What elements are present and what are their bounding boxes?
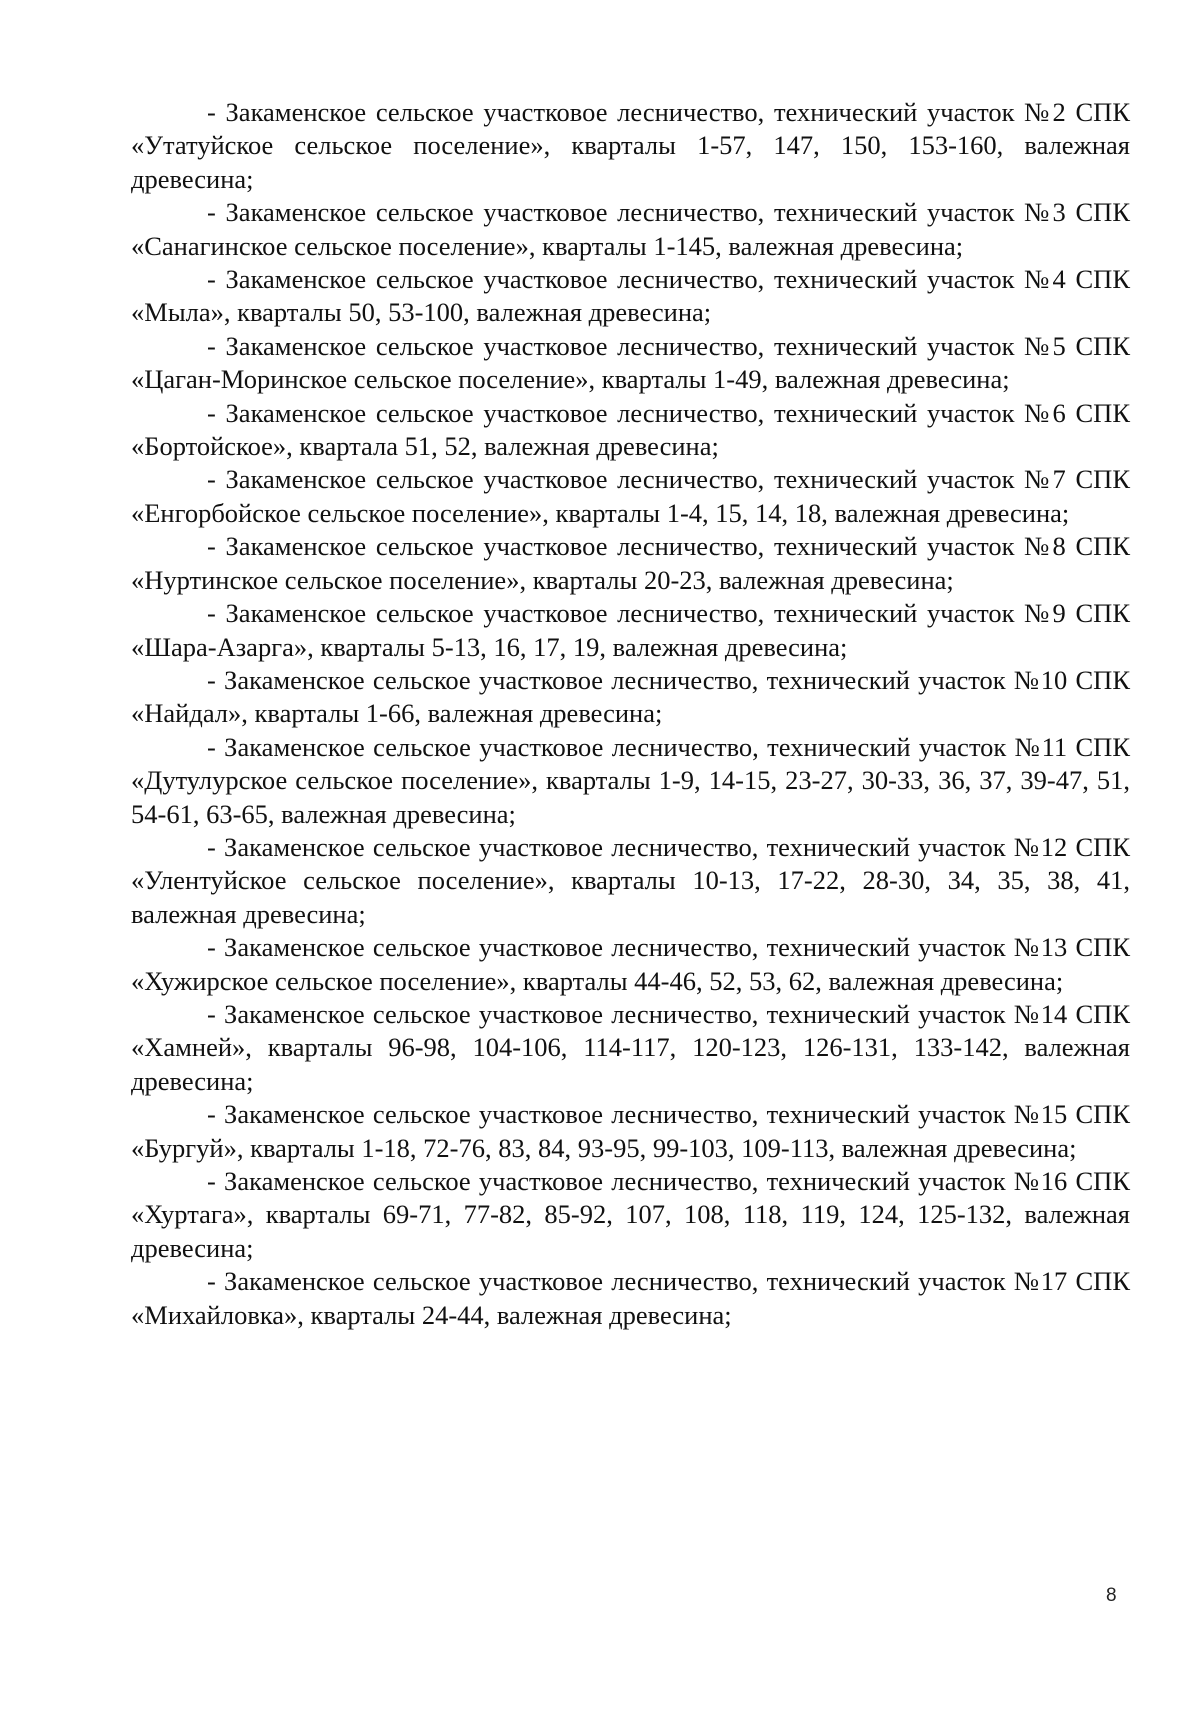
paragraph: - Закаменское сельское участковое лесничество, технический участок №10 СПК «Найдал», кварталы 1-66, валежная древесина; <box>131 664 1130 729</box>
paragraph: - Закаменское сельское участковое лесничество, технический участок №2 СПК «Утатуйское сельское поселение», кварталы 1-57, 147, 150, 153-160, валежная древесина; <box>131 97 1130 194</box>
page-number: 8 <box>1106 1585 1117 1606</box>
paragraph: - Закаменское сельское участковое лесничество, технический участок №9 СПК «Шара-Азарга», кварталы 5-13, 16, 17, 19, валежная древесина; <box>131 598 1130 662</box>
paragraph: - Закаменское сельское участковое лесничество, технический участок №13 СПК «Хужирское сельское поселение», кварталы 44-46, 52, 53, 62, валежная древесина; <box>131 932 1130 996</box>
paragraph: - Закаменское сельское участковое лесничество, технический участок №16 СПК «Хуртага», кварталы 69-71, 77-82, 85-92, 107, 108, 118, 119, 124, 125-132, валежная древесина; <box>131 1166 1130 1263</box>
paragraph: - Закаменское сельское участковое лесничество, технический участок №15 СПК «Бургуй», кварталы 1-18, 72-76, 83, 84, 93-95, 99-103, 109-113, валежная древесина; <box>131 1099 1130 1163</box>
document-body <box>131 96 1130 1332</box>
paragraph: - Закаменское сельское участковое лесничество, технический участок №7 СПК «Енгорбойское сельское поселение», кварталы 1-4, 15, 14, 18, валежная древесина; <box>131 464 1130 528</box>
paragraph: - Закаменское сельское участковое лесничество, технический участок №5 СПК «Цаган-Моринское сельское поселение», кварталы 1-49, валежная древесина; <box>131 330 1130 395</box>
paragraph: - Закаменское сельское участковое лесничество, технический участок №11 СПК «Дутулурское сельское поселение», кварталы 1-9, 14-15, 23-27, 30-33, 36, 37, 39-47, 51, 54-61, 63-65, валежная древесина; <box>131 731 1130 829</box>
paragraph: - Закаменское сельское участковое лесничество, технический участок №6 СПК «Бортойское», квартала 51, 52, валежная древесина; <box>131 397 1130 462</box>
paragraph: - Закаменское сельское участковое лесничество, технический участок №8 СПК «Нуртинское сельское поселение», кварталы 20-23, валежная древесина; <box>131 531 1130 595</box>
paragraph: - Закаменское сельское участковое лесничество, технический участок №17 СПК «Михайловка», кварталы 24-44, валежная древесина; <box>131 1266 1130 1330</box>
paragraph: - Закаменское сельское участковое лесничество, технический участок №3 СПК «Санагинское сельское поселение», кварталы 1-145, валежная древесина; <box>131 197 1130 261</box>
paragraph: - Закаменское сельское участковое лесничество, технический участок №14 СПК «Хамней», кварталы 96-98, 104-106, 114-117, 120-123, 126-131, 133-142, валежная древесина; <box>131 998 1130 1096</box>
paragraph: - Закаменское сельское участковое лесничество, технический участок №12 СПК «Улентуйское сельское поселение», кварталы 10-13, 17-22, 28-30, 34, 35, 38, 41, валежная древесина; <box>131 831 1130 929</box>
paragraph: - Закаменское сельское участковое лесничество, технический участок №4 СПК «Мыла», кварталы 50, 53-100, валежная древесина; <box>131 264 1130 328</box>
